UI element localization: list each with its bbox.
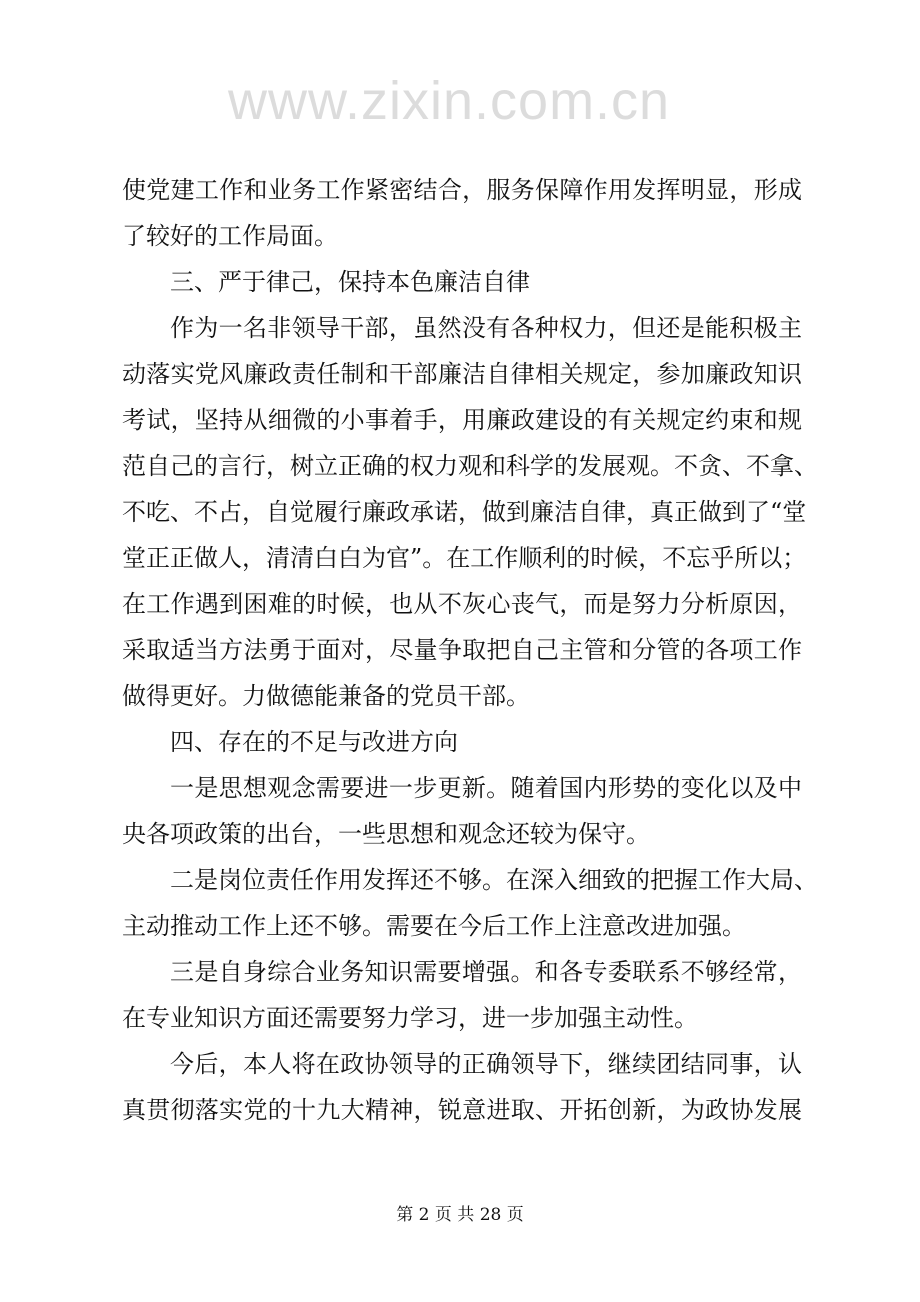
paragraph-line: 动落实党风廉政责任制和干部廉洁自律相关规定，参加廉政知识 [122, 360, 802, 388]
paragraph-line: 一是思想观念需要进一步更新。随着国内形势的变化以及中 [170, 774, 802, 802]
paragraph-line: 在工作遇到困难的时候，也从不灰心丧气，而是努力分析原因， [122, 590, 802, 618]
paragraph-line: 堂正正做人，清清白白为官”。在工作顺利的时候，不忘乎所以； [122, 544, 807, 572]
paragraph-line: 在专业知识方面还需要努力学习，进一步加强主动性。 [122, 1004, 698, 1032]
paragraph-line: 考试，坚持从细微的小事着手，用廉政建设的有关规定约束和规 [122, 406, 802, 434]
paragraph-line: 今后，本人将在政协领导的正确领导下，继续团结同事，认 [170, 1050, 802, 1078]
paragraph-line: 三是自身综合业务知识需要增强。和各专委联系不够经常， [170, 958, 802, 986]
paragraph-line: 采取适当方法勇于面对，尽量争取把自己主管和分管的各项工作 [122, 636, 802, 664]
section-heading: 三、严于律己，保持本色廉洁自律 [170, 268, 530, 296]
paragraph-line: 作为一名非领导干部，虽然没有各种权力，但还是能积极主 [170, 314, 802, 342]
paragraph-line: 二是岗位责任作用发挥还不够。在深入细致的把握工作大局、 [170, 866, 818, 894]
paragraph-line: 主动推动工作上还不够。需要在今后工作上注意改进加强。 [122, 912, 746, 940]
paragraph-line: 做得更好。力做德能兼备的党员干部。 [122, 682, 530, 710]
paragraph-line: 真贯彻落实党的十九大精神，锐意进取、开拓创新，为政协发展 [122, 1096, 802, 1124]
paragraph-line: 了较好的工作局面。 [122, 222, 338, 250]
paragraph-line: 范自己的言行，树立正确的权力观和科学的发展观。不贪、不拿、 [122, 452, 818, 480]
watermark: www.zixin.com.cn [228, 71, 671, 131]
paragraph-line: 使党建工作和业务工作紧密结合，服务保障作用发挥明显，形成 [122, 176, 802, 204]
paragraph-line: 不吃、不占，自觉履行廉政承诺，做到廉洁自律，真正做到了“堂 [122, 498, 807, 526]
page-number-footer: 第 2 页 共 28 页 [396, 1205, 524, 1225]
paragraph-line: 央各项政策的出台，一些思想和观念还较为保守。 [122, 820, 650, 848]
section-heading: 四、存在的不足与改进方向 [170, 728, 458, 756]
